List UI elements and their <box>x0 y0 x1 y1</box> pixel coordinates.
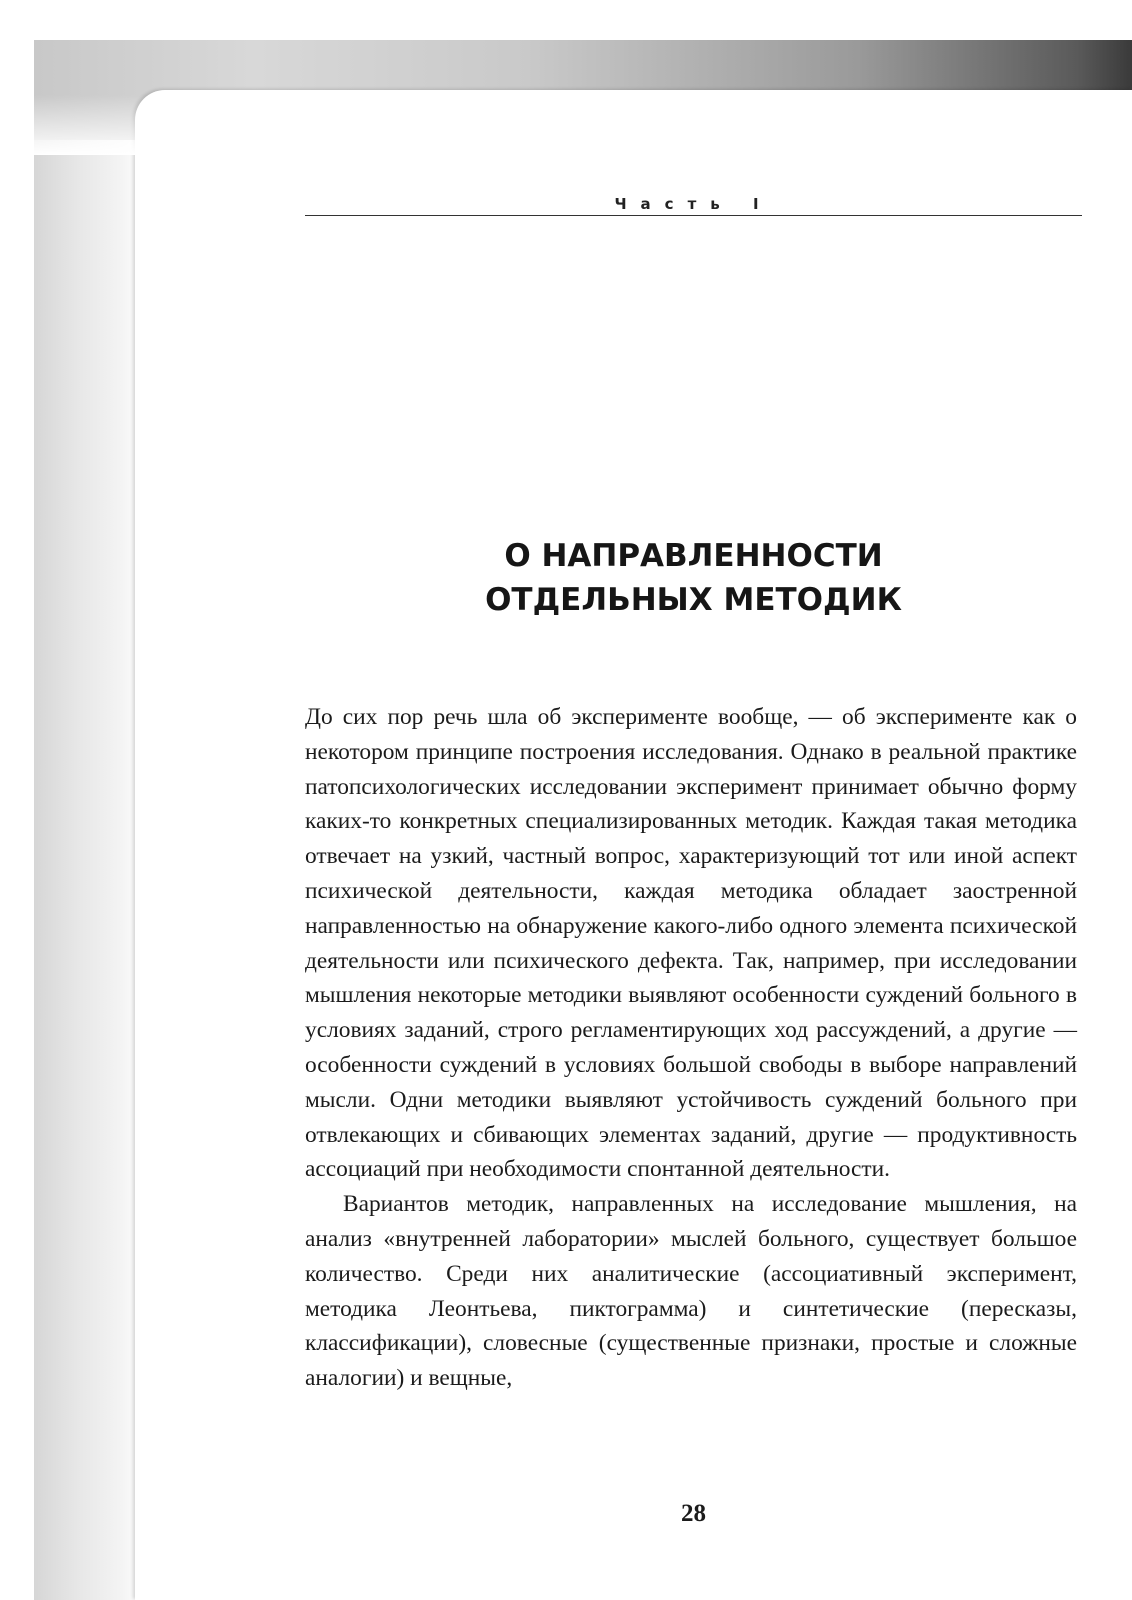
chapter-title-line-2: ОТДЕЛЬНЫХ МЕТОДИК <box>485 582 902 618</box>
running-head <box>305 196 1082 220</box>
paragraph: Вариантов методик, направленных на исследование мышления, на анализ «внутренней лаборатории» мыслей больного, существует большое количество. Среди них аналитические (ассоциативный эксперимент, методика Леонтьева, пиктограмма) и синтетические (пересказы, классификации), словесные (существенные признаки, простые и сложные аналогии) и вещные, <box>305 1191 1077 1392</box>
page-number: 28 <box>681 1500 706 1527</box>
binding-shadow <box>34 40 144 1600</box>
body-text <box>305 700 1077 1396</box>
chapter-title <box>305 534 1082 622</box>
running-head-label: Часть I <box>614 195 773 213</box>
chapter-title-line-1: О НАПРАВЛЕННОСТИ <box>504 538 883 574</box>
running-head-rule <box>305 215 1082 216</box>
paragraph: До сих пор речь шла об эксперименте вообще, — об эксперименте как о некотором принципе построения исследования. Однако в реальной практике патопсихологических исследовании эксперимент принимает обычно форму каких-то конкретных специализированных методик. Каждая такая методика отвечает на узкий, частный вопрос, характеризующий тот или иной аспект психической деятельности, каждая методика обладает заостренной направленностью на обнаружение какого-либо одного элемента психической деятельности или психического дефекта. Так, например, при исследовании мышления некоторые методики выявляют особенности суждений больного в условиях заданий, строго регламентирующих ход рассуждений, а другие — особенности суждений в условиях большой свободы в выборе направлений мысли. Одни методики выявляют устойчивость суждений больного при отвлекающих и сбивающих элементах заданий, другие — продуктивность ассоциаций при необходимости спонтанной деятельности. <box>305 704 1077 1183</box>
scan-top-fade <box>34 95 1132 155</box>
